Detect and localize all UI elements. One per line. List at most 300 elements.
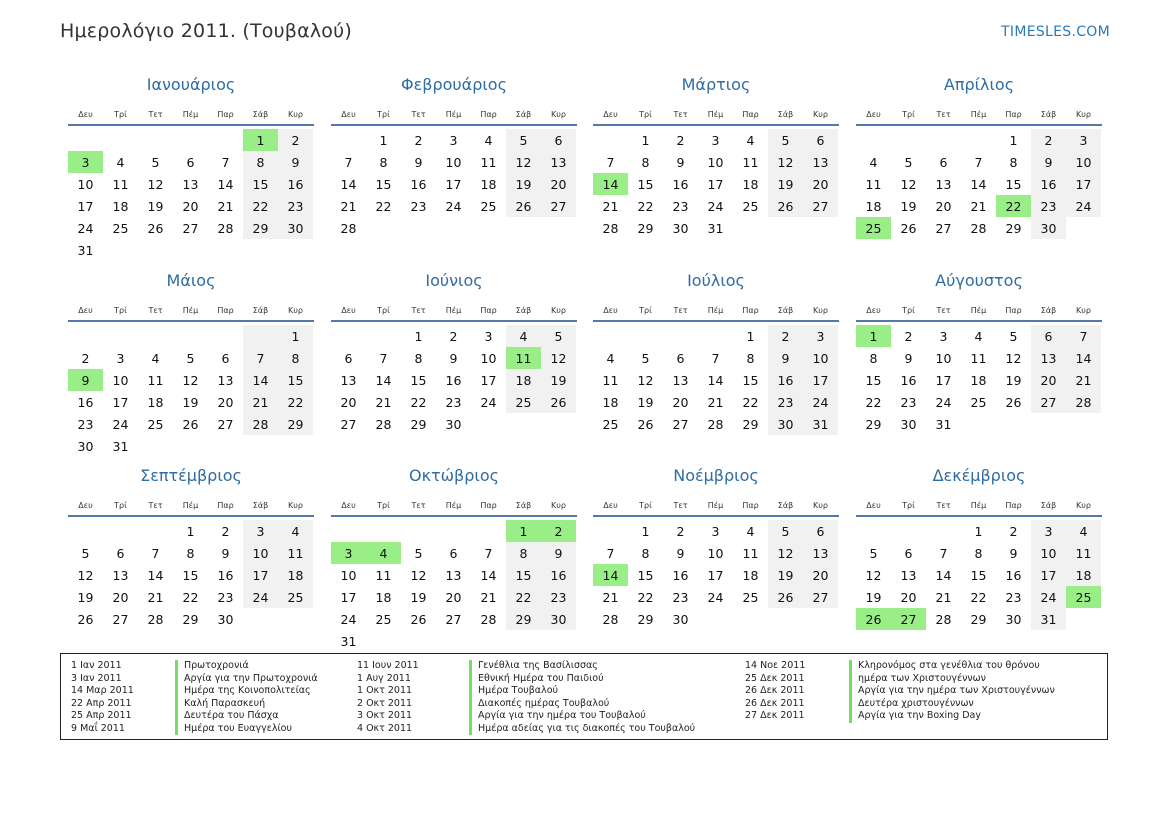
day-cell: 1 [746,328,755,344]
day-cell: 27 [935,220,952,236]
day-cell: 21 [602,198,619,214]
day-cell: 20 [1031,369,1066,391]
day-cell: 28 [243,413,278,435]
day-cell: 6 [116,545,125,561]
day-grid [331,520,577,652]
day-cell: 17 [77,198,94,214]
day-cell: 2 [676,523,685,539]
day-cell: 10 [112,372,129,388]
day-cell: 2 [904,328,913,344]
day-cell: 5 [506,129,541,151]
day-cell: 4 [746,523,755,539]
day-cell: 24 [445,198,462,214]
day-cell: 29 [865,416,882,432]
holiday-day-cell: 1 [506,520,541,542]
day-cell: 23 [900,394,917,410]
day-cell: 23 [672,198,689,214]
weekday-header [68,300,314,322]
day-cell: 19 [182,394,199,410]
weekday-label: Παρ [480,500,497,510]
day-cell: 13 [803,542,838,564]
weekday-label: Δευ [866,109,881,119]
day-cell: 4 [869,154,878,170]
day-cell: 9 [768,347,803,369]
day-cell: 1 [974,523,983,539]
empty-day-cell [856,520,891,542]
day-cell: 1 [641,132,650,148]
day-cell: 29 [182,611,199,627]
day-cell: 24 [1031,586,1066,608]
day-cell: 8 [506,542,541,564]
day-cell: 20 [217,394,234,410]
weekday-label: Πέμ [707,305,724,315]
day-cell: 21 [217,198,234,214]
day-cell: 16 [278,173,313,195]
empty-day-cell [698,325,733,347]
day-cell: 28 [147,611,164,627]
weekday-label: Κυρ [551,305,566,315]
day-cell: 21 [480,589,497,605]
day-cell: 13 [340,372,357,388]
weekday-label: Τρί [114,500,127,510]
day-cell: 18 [970,372,987,388]
holiday-day-cell: 14 [593,173,628,195]
month-name: Φεβρουάριος [401,75,507,94]
day-cell: 6 [904,545,913,561]
holiday-name: Καλή Παρασκευή [175,698,318,711]
day-cell: 15 [1005,176,1022,192]
holiday-date: 25 Απρ 2011 [71,710,132,721]
day-cell: 25 [506,391,541,413]
weekday-label: Κυρ [813,305,828,315]
weekday-label: Τρί [377,305,390,315]
empty-day-cell [331,325,366,347]
day-cell: 5 [768,520,803,542]
empty-day-cell [103,520,138,542]
day-cell: 8 [974,545,983,561]
day-cell: 14 [340,176,357,192]
holiday-date: 14 Μαρ 2011 [71,685,134,696]
weekday-label: Πέμ [970,500,987,510]
day-cell: 17 [935,372,952,388]
month-name: Απρίλιος [943,75,1015,94]
day-cell: 27 [803,195,838,217]
day-cell: 5 [641,350,650,366]
day-cell: 16 [217,567,234,583]
day-cell: 24 [707,589,724,605]
day-cell: 5 [414,545,423,561]
day-cell: 23 [278,195,313,217]
holiday-dates-column [745,660,805,723]
weekday-label: Παρ [480,305,497,315]
holiday-date: 26 Δεκ 2011 [745,697,805,709]
weekday-label: Πέμ [445,109,462,119]
day-cell: 27 [445,611,462,627]
day-cell: 8 [641,154,650,170]
day-cell: 13 [182,176,199,192]
month-name: Ιανουάριος [146,75,236,94]
holiday-name: Ημέρα Τουβαλού [469,685,695,698]
weekday-label: Τετ [936,500,951,510]
day-cell: 17 [707,567,724,583]
day-cell: 30 [541,608,576,630]
day-cell: 23 [672,589,689,605]
day-cell: 15 [182,567,199,583]
day-cell: 9 [221,545,230,561]
day-cell: 21 [935,589,952,605]
empty-day-cell [173,325,208,347]
day-cell: 21 [243,391,278,413]
day-cell: 26 [147,220,164,236]
day-cell: 15 [506,564,541,586]
site-link[interactable]: TIMESLES.COM [1001,24,1110,40]
day-cell: 2 [221,523,230,539]
month-name: Μάρτιος [681,75,751,94]
day-cell: 29 [970,611,987,627]
day-cell: 11 [602,372,619,388]
day-cell: 16 [541,564,576,586]
day-cell: 8 [1009,154,1018,170]
day-cell: 4 [484,132,493,148]
weekday-label: Κυρ [813,109,828,119]
day-cell: 17 [445,176,462,192]
day-cell: 22 [182,589,199,605]
day-cell: 29 [742,416,759,432]
day-cell: 27 [1031,391,1066,413]
day-cell: 9 [449,350,458,366]
weekday-label: Πέμ [970,109,987,119]
day-cell: 23 [1005,589,1022,605]
day-cell: 22 [278,391,313,413]
day-cell: 14 [147,567,164,583]
day-cell: 5 [151,154,160,170]
day-cell: 19 [410,589,427,605]
weekday-label: Κυρ [288,305,303,315]
holiday-name: Αργία για την ημέρα του Τουβαλού [469,710,695,723]
day-cell: 10 [707,545,724,561]
weekday-label: Τρί [902,305,915,315]
day-cell: 26 [506,195,541,217]
weekday-label: Σάβ [1040,305,1057,315]
holiday-date: 27 Δεκ 2011 [745,710,805,721]
month-block [68,268,314,457]
day-cell: 28 [602,220,619,236]
day-cell: 7 [484,545,493,561]
weekday-header [856,495,1102,517]
day-cell: 19 [637,394,654,410]
holiday-date: 4 Οκτ 2011 [357,722,413,734]
day-cell: 3 [449,132,458,148]
day-cell: 16 [672,567,689,583]
day-cell: 6 [676,350,685,366]
day-cell: 8 [641,545,650,561]
day-cell: 12 [768,151,803,173]
holiday-name: ημέρα των Χριστουγέννων [849,673,1055,686]
day-cell: 15 [637,567,654,583]
day-cell: 13 [900,567,917,583]
day-cell: 8 [186,545,195,561]
day-cell: 1 [1009,132,1018,148]
month-name: Αύγουστος [935,271,1023,290]
holiday-name: Αργία για την Boxing Day [849,710,1055,723]
day-cell: 19 [541,369,576,391]
day-cell: 27 [112,611,129,627]
day-cell: 23 [410,198,427,214]
weekday-label: Τρί [114,109,127,119]
weekday-header [331,300,577,322]
day-cell: 14 [935,567,952,583]
holiday-list [60,653,1108,740]
weekday-label: Τρί [902,500,915,510]
holiday-day-cell: 27 [891,608,926,630]
month-block [593,463,839,630]
holiday-names-column [175,660,318,735]
day-cell: 1 [278,325,313,347]
day-cell: 10 [480,350,497,366]
day-cell: 12 [1005,350,1022,366]
month-block [856,268,1102,435]
weekday-label: Παρ [217,305,234,315]
day-cell: 11 [742,154,759,170]
day-cell: 16 [77,394,94,410]
weekday-label: Σάβ [515,109,532,119]
day-cell: 10 [1066,151,1101,173]
weekday-header [331,104,577,126]
day-cell: 24 [77,220,94,236]
day-cell: 14 [217,176,234,192]
day-cell: 30 [1005,611,1022,627]
day-cell: 25 [602,416,619,432]
weekday-label: Παρ [742,305,759,315]
day-cell: 11 [112,176,129,192]
day-cell: 12 [77,567,94,583]
empty-day-cell [331,520,366,542]
day-cell: 23 [541,586,576,608]
weekday-label: Δευ [341,305,356,315]
weekday-label: Τετ [148,305,163,315]
day-cell: 8 [243,151,278,173]
day-grid [331,325,577,435]
weekday-label: Τετ [673,305,688,315]
day-cell: 7 [939,545,948,561]
day-cell: 31 [707,220,724,236]
day-cell: 13 [112,567,129,583]
day-cell: 29 [278,413,313,435]
empty-day-cell [331,129,366,151]
weekday-label: Τετ [673,500,688,510]
day-cell: 4 [974,328,983,344]
weekday-label: Τετ [411,305,426,315]
day-cell: 25 [480,198,497,214]
weekday-header [68,104,314,126]
day-cell: 3 [711,523,720,539]
day-cell: 10 [445,154,462,170]
day-cell: 2 [449,328,458,344]
day-cell: 9 [676,545,685,561]
day-cell: 4 [1066,520,1101,542]
weekday-label: Πέμ [182,109,199,119]
day-cell: 12 [182,372,199,388]
day-cell: 5 [904,154,913,170]
weekday-label: Δευ [78,305,93,315]
day-cell: 17 [243,564,278,586]
day-cell: 1 [641,523,650,539]
day-cell: 16 [768,369,803,391]
day-cell: 1 [379,132,388,148]
day-cell: 18 [147,394,164,410]
weekday-label: Σάβ [777,305,794,315]
day-cell: 24 [243,586,278,608]
day-cell: 31 [935,416,952,432]
day-cell: 29 [1005,220,1022,236]
weekday-label: Πέμ [182,305,199,315]
day-cell: 8 [414,350,423,366]
day-cell: 24 [340,611,357,627]
day-cell: 18 [742,176,759,192]
day-cell: 3 [116,350,125,366]
day-cell: 20 [112,589,129,605]
holiday-dates-column [71,660,134,735]
day-cell: 7 [606,154,615,170]
empty-day-cell [628,325,663,347]
day-grid [856,325,1102,435]
day-cell: 22 [506,586,541,608]
weekday-label: Πέμ [707,109,724,119]
holiday-day-cell: 11 [506,347,541,369]
day-cell: 13 [1031,347,1066,369]
month-name: Νοέμβριος [673,466,759,485]
weekday-label: Κυρ [288,109,303,119]
day-cell: 30 [217,611,234,627]
empty-day-cell [366,520,401,542]
day-cell: 6 [939,154,948,170]
day-cell: 30 [445,416,462,432]
day-cell: 22 [410,394,427,410]
day-cell: 28 [340,220,357,236]
day-cell: 4 [506,325,541,347]
day-cell: 3 [243,520,278,542]
day-cell: 21 [1066,369,1101,391]
day-cell: 15 [243,173,278,195]
day-cell: 12 [410,567,427,583]
day-cell: 20 [445,589,462,605]
month-block [856,72,1102,239]
day-cell: 13 [217,372,234,388]
day-grid [593,129,839,239]
weekday-label: Δευ [866,500,881,510]
month-name: Ιούνιος [425,271,483,290]
day-cell: 30 [900,416,917,432]
day-grid [593,325,839,435]
day-grid [68,520,314,630]
holiday-name: Αργία για την ημέρα των Χριστουγέννων [849,685,1055,698]
day-cell: 21 [707,394,724,410]
day-cell: 18 [375,589,392,605]
day-cell: 6 [449,545,458,561]
day-cell: 16 [672,176,689,192]
day-cell: 19 [900,198,917,214]
day-cell: 26 [1005,394,1022,410]
day-cell: 20 [803,564,838,586]
day-cell: 13 [803,151,838,173]
holiday-name: Ημέρα της Κοινοπολιτείας [175,685,318,698]
day-cell: 5 [768,129,803,151]
weekday-label: Σάβ [777,500,794,510]
day-cell: 11 [1066,542,1101,564]
day-cell: 7 [974,154,983,170]
day-cell: 12 [768,542,803,564]
day-cell: 11 [865,176,882,192]
day-cell: 21 [375,394,392,410]
day-cell: 8 [379,154,388,170]
weekday-label: Σάβ [252,305,269,315]
weekday-label: Κυρ [1076,109,1091,119]
empty-day-cell [471,520,506,542]
page-title: Ημερολόγιο 2011. (Τουβαλού) [60,20,352,42]
day-cell: 31 [803,413,838,435]
day-cell: 14 [1066,347,1101,369]
weekday-label: Παρ [1005,500,1022,510]
holiday-name: Δευτέρα του Πάσχα [175,710,318,723]
day-cell: 30 [672,220,689,236]
day-cell: 13 [541,151,576,173]
day-cell: 11 [375,567,392,583]
day-cell: 17 [1031,564,1066,586]
day-cell: 26 [900,220,917,236]
day-cell: 26 [768,586,803,608]
month-block [68,463,314,630]
day-cell: 3 [711,132,720,148]
holiday-name: Ημέρα αδείας για τις διακοπές του Τουβαλού [469,723,695,736]
day-cell: 28 [970,220,987,236]
weekday-header [856,300,1102,322]
empty-day-cell [926,129,961,151]
day-cell: 7 [711,350,720,366]
day-cell: 14 [375,372,392,388]
day-cell: 25 [278,586,313,608]
weekday-label: Πέμ [445,305,462,315]
day-cell: 15 [637,176,654,192]
day-cell: 20 [340,394,357,410]
weekday-label: Πέμ [445,500,462,510]
holiday-day-cell: 25 [1066,586,1101,608]
day-cell: 2 [278,129,313,151]
day-cell: 25 [970,394,987,410]
day-cell: 12 [506,151,541,173]
weekday-label: Δευ [78,500,93,510]
day-cell: 17 [803,369,838,391]
day-cell: 3 [939,328,948,344]
holiday-day-cell: 1 [243,129,278,151]
day-cell: 11 [480,154,497,170]
weekday-label: Δευ [341,500,356,510]
day-cell: 24 [707,198,724,214]
day-cell: 3 [1066,129,1101,151]
day-cell: 30 [1031,217,1066,239]
day-cell: 28 [1066,391,1101,413]
day-cell: 5 [869,545,878,561]
day-cell: 20 [935,198,952,214]
day-cell: 2 [1009,523,1018,539]
day-cell: 24 [480,394,497,410]
day-cell: 3 [1031,520,1066,542]
month-name: Ιούλιος [687,271,745,290]
weekday-label: Παρ [480,109,497,119]
weekday-label: Κυρ [288,500,303,510]
day-cell: 18 [865,198,882,214]
day-grid [856,520,1102,630]
weekday-label: Τετ [148,500,163,510]
